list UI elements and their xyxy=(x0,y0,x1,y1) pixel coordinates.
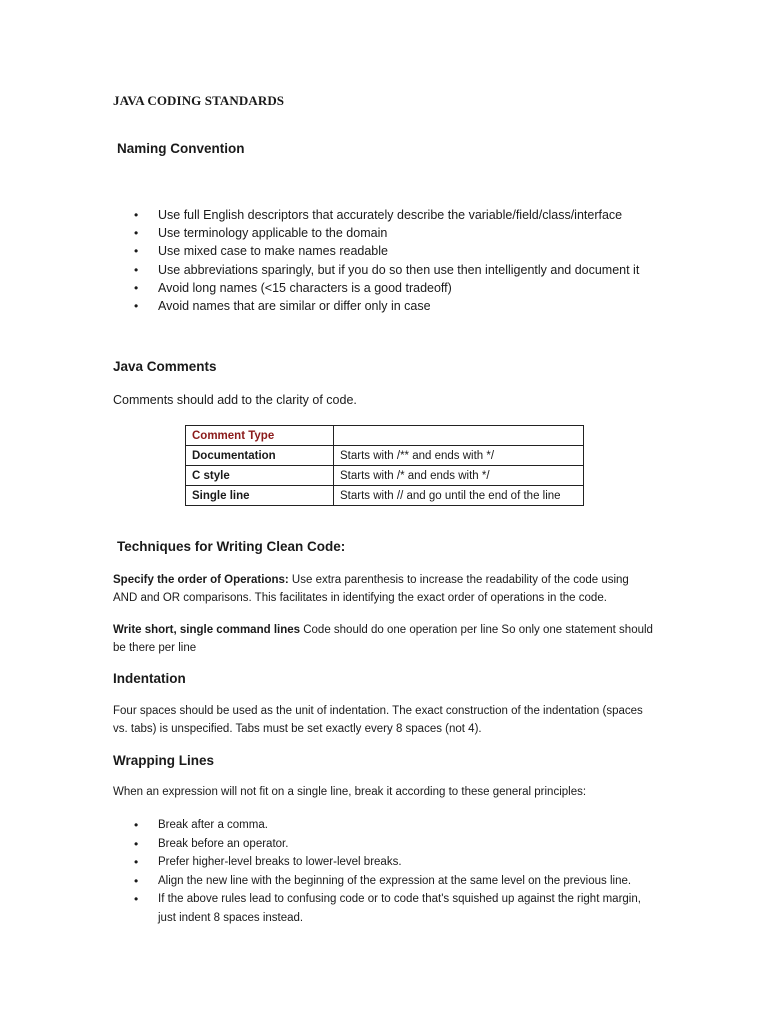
bullet-icon: • xyxy=(134,836,139,851)
clean-code-paragraph-1 xyxy=(113,571,653,607)
list-item: • Use abbreviations sparingly, but if you do so then use then intelligently and document it xyxy=(158,261,639,279)
bullet-icon: • xyxy=(134,244,139,259)
paragraph-label: Write short, single command lines xyxy=(113,624,301,636)
indentation-paragraph: Four spaces should be used as the unit of indentation. The exact construction of the indentation (spaces vs. tabs) is unspecified. Tabs must be set exactly every 8 spaces (not 4). xyxy=(113,705,643,735)
wrapping-list xyxy=(134,816,653,928)
table-header-cell: Comment Type xyxy=(186,426,334,446)
bullet-icon: • xyxy=(134,818,139,832)
table-row xyxy=(186,486,584,506)
table-cell: Starts with /* and ends with */ xyxy=(334,466,584,486)
table-cell: Documentation xyxy=(186,446,334,466)
list-item: • Use terminology applicable to the domain xyxy=(158,224,639,242)
table-cell: Starts with // and go until the end of the line xyxy=(334,486,584,506)
indentation-heading: Indentation xyxy=(113,671,186,686)
bullet-icon: • xyxy=(134,873,139,888)
clean-code-heading: Techniques for Writing Clean Code: xyxy=(117,539,346,554)
list-item: • Use mixed case to make names readable xyxy=(158,242,639,260)
list-item: • Avoid long names (<15 characters is a good tradeoff) xyxy=(158,279,639,297)
bullet-icon: • xyxy=(134,208,139,222)
paragraph-label: Specify the order of Operations: xyxy=(113,574,289,586)
bullet-icon: • xyxy=(134,262,139,277)
bullet-icon: • xyxy=(134,892,139,907)
list-item: • Break before an operator. xyxy=(158,835,653,854)
bullet-icon: • xyxy=(134,855,139,870)
table-row xyxy=(186,446,584,466)
list-item: • If the above rules lead to confusing code or to code that's squished up against the right margin, just indent 8 spaces instead. xyxy=(134,892,641,924)
clean-code-paragraph-2 xyxy=(113,621,653,657)
paragraph-text: Code should do one operation per line So only one statement should be there per line xyxy=(113,624,653,654)
table-row xyxy=(186,466,584,486)
comments-heading: Java Comments xyxy=(113,359,217,374)
list-item: • Align the new line with the beginning of the expression at the same level on the previous line. xyxy=(158,872,653,891)
wrapping-intro: When an expression will not fit on a single line, break it according to these general principles: xyxy=(113,786,587,798)
bullet-icon: • xyxy=(134,280,139,295)
list-item: • Use full English descriptors that accurately describe the variable/field/class/interface xyxy=(158,206,639,224)
bullet-icon: • xyxy=(134,226,139,241)
naming-heading: Naming Convention xyxy=(117,141,245,156)
list-item: • Break after a comma. xyxy=(158,816,653,835)
comments-intro: Comments should add to the clarity of code. xyxy=(113,393,357,407)
table-header-cell xyxy=(334,426,584,446)
bullet-icon: • xyxy=(134,299,139,314)
wrapping-heading: Wrapping Lines xyxy=(113,753,215,768)
table-cell: Single line xyxy=(186,486,334,506)
naming-list xyxy=(134,206,640,315)
list-item: • Prefer higher-level breaks to lower-level breaks. xyxy=(158,853,653,872)
list-item: • Avoid names that are similar or differ only in case xyxy=(158,297,639,315)
table-cell: C style xyxy=(186,466,334,486)
page-title: JAVA CODING STANDARDS xyxy=(113,93,285,108)
table-cell: Starts with /** and ends with */ xyxy=(334,446,584,466)
comment-type-table xyxy=(185,425,584,506)
table-header-row xyxy=(186,426,584,446)
paragraph-text: Use extra parenthesis to increase the readability of the code using AND and OR comparisons. This facilitates in identifying the exact order of operations in the code. xyxy=(113,574,629,604)
